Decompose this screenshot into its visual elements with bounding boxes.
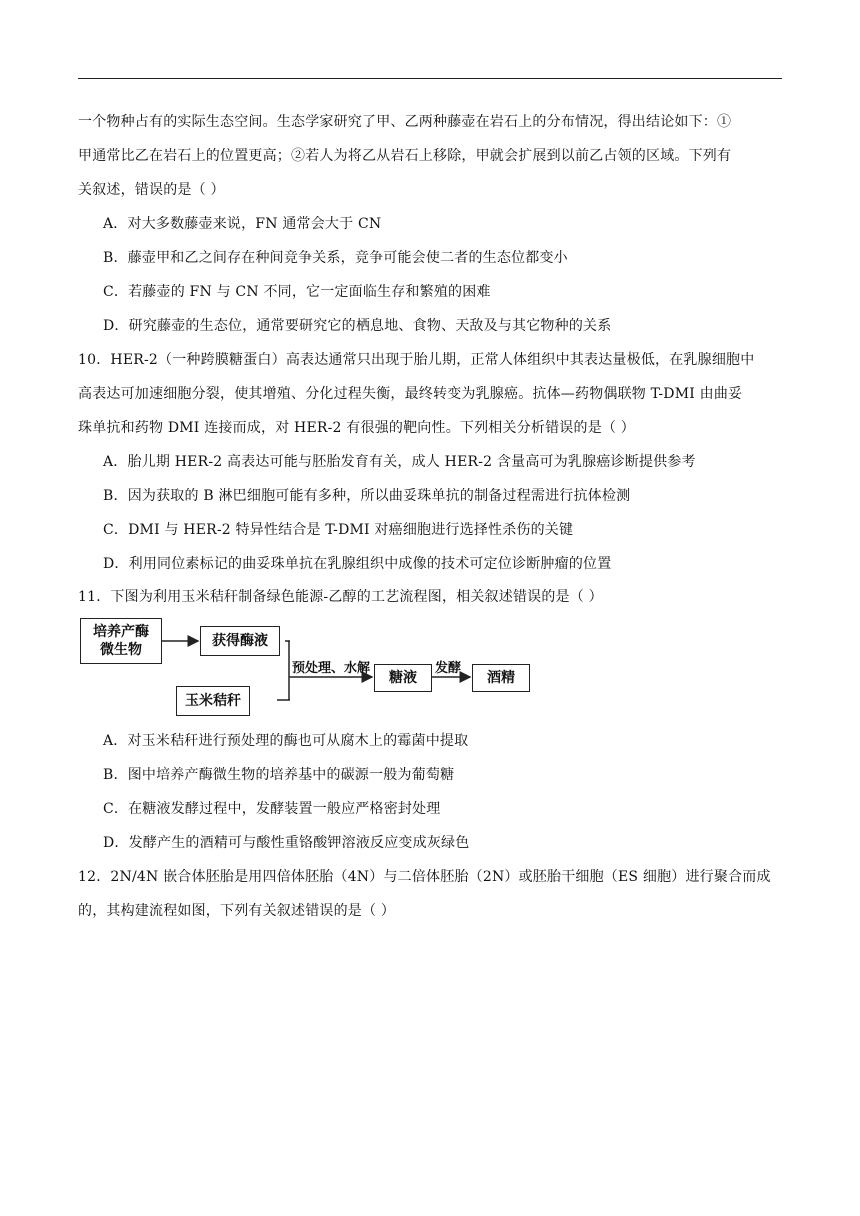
q9-option-b: B．藤壶甲和乙之间存在种间竞争关系，竞争可能会使二者的生态位都变小 bbox=[103, 250, 568, 266]
flow-label-pretreat: 预处理、水解 bbox=[292, 661, 371, 676]
q12-stem-line-2: 的，其构建流程如图，下列有关叙述错误的是（ ） bbox=[78, 903, 396, 919]
q9-option-d: D．研究藤壶的生态位，通常要研究它的栖息地、食物、天敌及与其它物种的关系 bbox=[103, 318, 612, 334]
q11-option-b: B．图中培养产酶微生物的培养基中的碳源一般为葡萄糖 bbox=[103, 767, 455, 783]
q10-option-c: C．DMI 与 HER-2 特异性结合是 T-DMI 对癌细胞进行选择性杀伤的关键 bbox=[103, 522, 574, 538]
q11-option-d: D．发酵产生的酒精可与酸性重铬酸钾溶液反应变成灰绿色 bbox=[103, 835, 470, 851]
flow-box-culture-line-1: 培养产酶 bbox=[93, 624, 149, 640]
q10-option-b: B．因为获取的 B 淋巴细胞可能有多种，所以曲妥珠单抗的制备过程需进行抗体检测 bbox=[103, 488, 631, 504]
q9-stem-line-2: 甲通常比乙在岩石上的位置更高；②若人为将乙从岩石上移除，甲就会扩展到以前乙占领的区域。下列有 bbox=[78, 148, 732, 164]
q11-option-a: A．对玉米秸秆进行预处理的酶也可从腐木上的霉菌中提取 bbox=[103, 733, 469, 749]
flow-box-alcohol: 酒精 bbox=[472, 664, 530, 692]
flow-box-sugar: 糖液 bbox=[374, 664, 432, 692]
q10-stem-line-3: 珠单抗和药物 DMI 连接而成，对 HER-2 有很强的靶向性。下列相关分析错误的是（ ） bbox=[78, 420, 635, 436]
flow-box-culture-line-2: 微生物 bbox=[100, 642, 142, 658]
flow-label-ferment: 发酵 bbox=[435, 661, 462, 676]
flow-box-culture-microbe bbox=[80, 618, 162, 664]
q10-stem-line-2: 高表达可加速细胞分裂，使其增殖、分化过程失衡，最终转变为乳腺癌。抗体—药物偶联物 T-DMI 由曲妥 bbox=[78, 386, 743, 402]
q10-stem-line-1: 10．HER-2（一种跨膜糖蛋白）高表达通常只出现于胎儿期，正常人体组织中其表达量极低，在乳腺细胞中 bbox=[78, 352, 755, 368]
flow-box-enzyme: 获得酶液 bbox=[200, 626, 280, 656]
q10-option-a: A．胎儿期 HER-2 高表达可能与胚胎发育有关，成人 HER-2 含量高可为乳腺癌诊断提供参考 bbox=[103, 454, 696, 470]
q11-stem-line-1: 11．下图为利用玉米秸秆制备绿色能源-乙醇的工艺流程图，相关叙述错误的是（ ） bbox=[78, 589, 603, 605]
q9-stem-line-3: 关叙述，错误的是（ ） bbox=[78, 182, 225, 198]
q9-stem-line-1: 一个物种占有的实际生态空间。生态学家研究了甲、乙两种藤壶在岩石上的分布情况，得出结论如下：① bbox=[78, 114, 732, 130]
q9-option-a: A．对大多数藤壶来说，FN 通常会大于 CN bbox=[103, 216, 382, 232]
q10-option-d: D．利用同位素标记的曲妥珠单抗在乳腺组织中成像的技术可定位诊断肿瘤的位置 bbox=[103, 556, 612, 572]
q9-option-c: C．若藤壶的 FN 与 CN 不同，它一定面临生存和繁殖的困难 bbox=[103, 284, 491, 300]
q12-stem-line-1: 12．2N/4N 嵌合体胚胎是用四倍体胚胎（4N）与二倍体胚胎（2N）或胚胎干细胞（ES 细胞）进行聚合而成 bbox=[78, 869, 771, 885]
flow-box-corn-straw: 玉米秸秆 bbox=[176, 686, 250, 716]
q11-option-c: C．在糖液发酵过程中，发酵装置一般应严格密封处理 bbox=[103, 801, 441, 817]
